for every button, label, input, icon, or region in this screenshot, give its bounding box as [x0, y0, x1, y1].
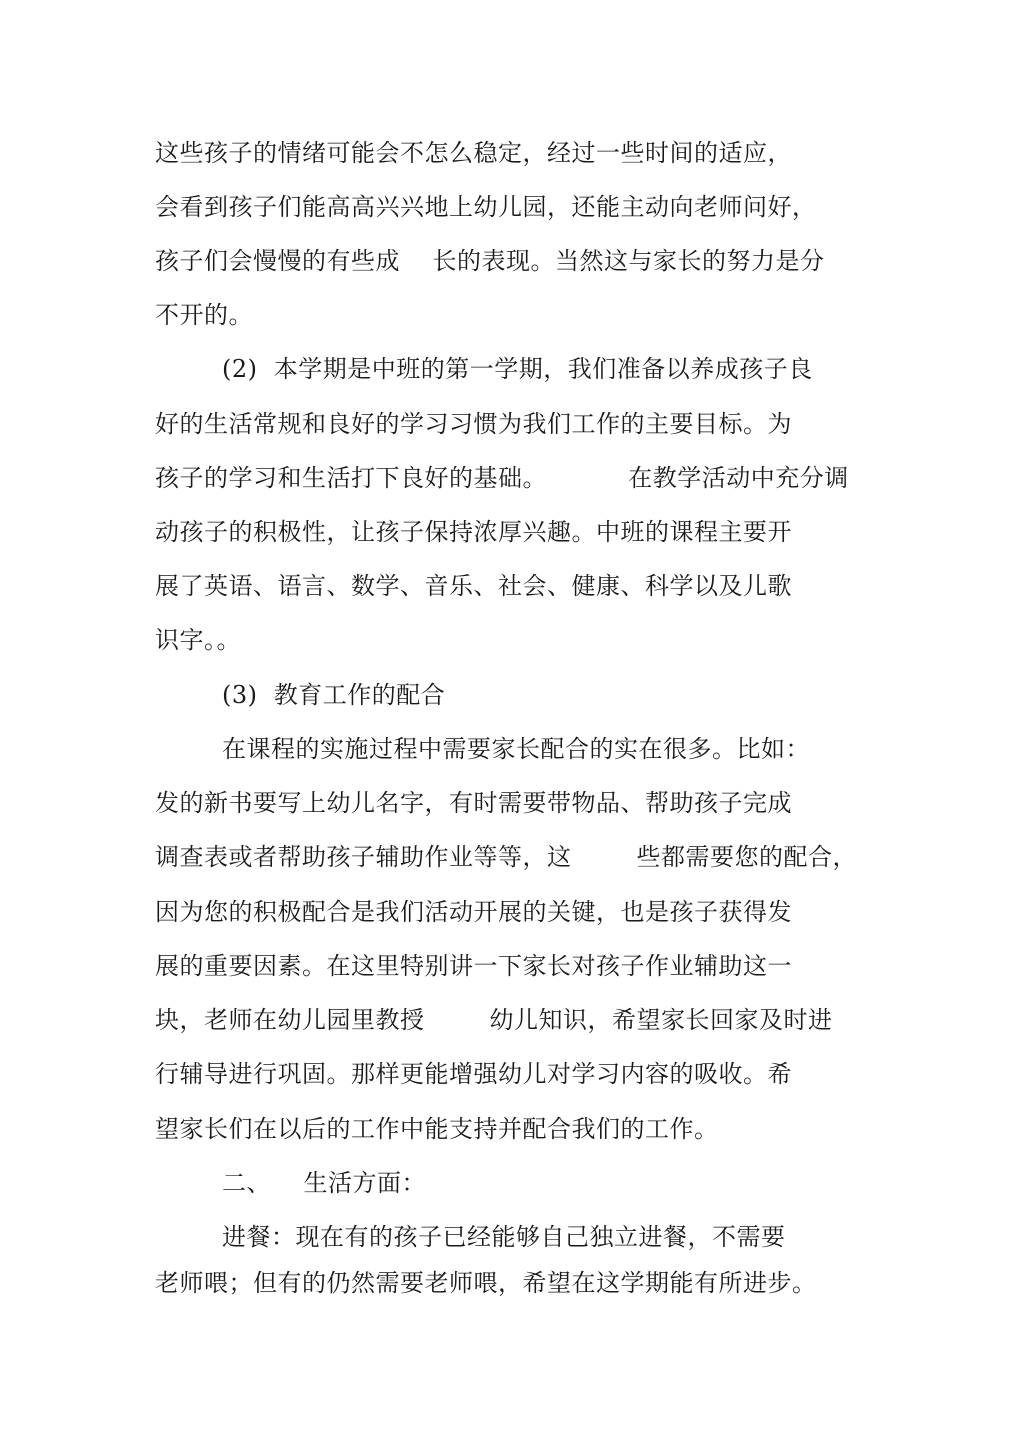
- text-line: 在课程的实施过程中需要家长配合的实在很多。比如：: [222, 735, 810, 763]
- section-heading: 二、 生活方面：: [222, 1169, 427, 1197]
- text-line: 孩子们会慢慢的有些成 长的表现。当然这与家长的努力是分: [155, 247, 825, 275]
- text-line: (2) 本学期是中班的第一学期，我们准备以养成孩子良: [222, 355, 813, 383]
- text-line: 动孩子的积极性，让孩子保持浓厚兴趣。中班的课程主要开: [155, 518, 792, 546]
- text-line: 好的生活常规和良好的学习习惯为我们工作的主要目标。为: [155, 410, 792, 438]
- text-line: 不开的。: [155, 301, 253, 329]
- text-line: 这些孩子的情绪可能会不怎么稳定，经过一些时间的适应，: [155, 139, 792, 167]
- text-line: (3) 教育工作的配合: [222, 681, 446, 709]
- text-line: 望家长们在以后的工作中能支持并配合我们的工作。: [155, 1115, 719, 1143]
- text-line: 老师喂；但有的仍然需要老师喂，希望在这学期能有所进步。: [155, 1269, 817, 1297]
- text-line: 展的重要因素。在这里特别讲一下家长对孩子作业辅助这一: [155, 952, 792, 980]
- text-line: 因为您的积极配合是我们活动开展的关键，也是孩子获得发: [155, 898, 792, 926]
- text-line: 孩子的学习和生活打下良好的基础。 在教学活动中充分调: [155, 464, 849, 492]
- text-line: 进餐：现在有的孩子已经能够自己独立进餐，不需要: [222, 1223, 786, 1251]
- text-line: 会看到孩子们能高高兴兴地上幼儿园，还能主动向老师问好，: [155, 193, 817, 221]
- text-line: 块，老师在幼儿园里教授 幼儿知识，希望家长回家及时进: [155, 1006, 833, 1034]
- text-line: 识字。。: [155, 626, 241, 654]
- text-line: 调查表或者帮助孩子辅助作业等等，这 些都需要您的配合，: [155, 843, 858, 871]
- text-line: 行辅导进行巩固。那样更能增强幼儿对学习内容的吸收。希: [155, 1060, 792, 1088]
- text-line: 展了英语、语言、数学、音乐、社会、健康、科学以及儿歌: [155, 572, 792, 600]
- text-line: 发的新书要写上幼儿名字，有时需要带物品、帮助孩子完成: [155, 789, 792, 817]
